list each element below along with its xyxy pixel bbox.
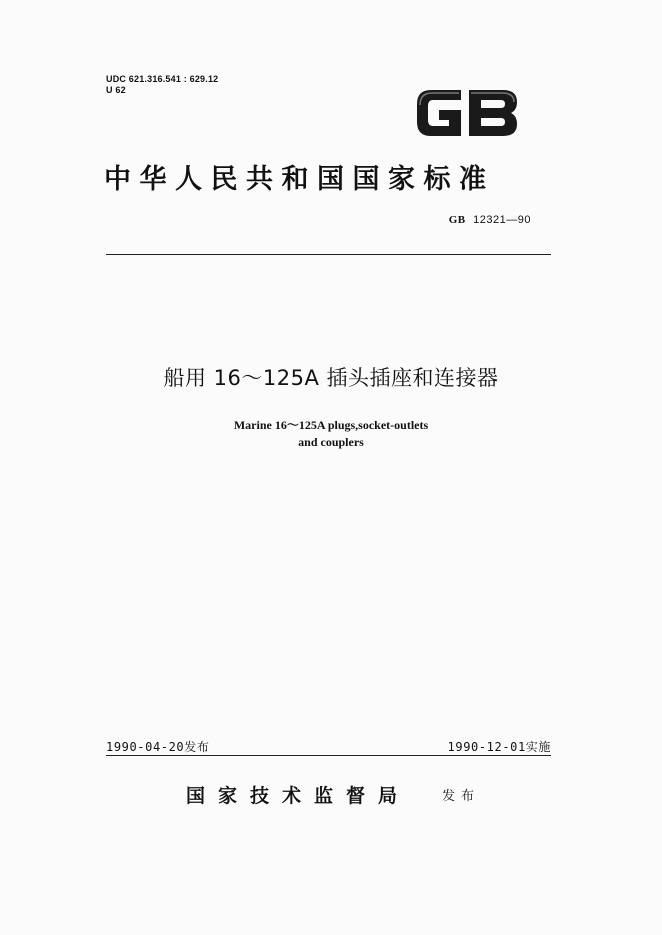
effective-date: 1990-12-01实施 [447, 740, 551, 754]
standard-code [449, 214, 531, 226]
standard-code-prefix: GB [448, 214, 466, 226]
document-title-cn: 船用 16～125A 插头插座和连接器 [163, 366, 499, 390]
issuing-authority: 国家技术监督局 [186, 785, 411, 807]
document-title-en-line1: Marine 16～125A plugs,socket-outlets [233, 418, 429, 432]
gb-logo [413, 84, 521, 142]
classification-code: U 62 [106, 85, 126, 95]
issue-date: 1990-04-20发布 [106, 740, 210, 754]
footer-divider [106, 755, 551, 756]
header-divider [106, 254, 551, 255]
standard-code-number: 12321—90 [473, 214, 531, 226]
national-standard-title: 中华人民共和国国家标准 [104, 164, 495, 195]
udc-code: UDC 621.316.541 : 629.12 [106, 74, 219, 84]
gb-logo-letter-g [417, 90, 461, 136]
gb-logo-letter-b [469, 90, 517, 136]
issue-label: 发布 [442, 789, 481, 804]
document-title-en-line2: and couplers [298, 435, 364, 449]
